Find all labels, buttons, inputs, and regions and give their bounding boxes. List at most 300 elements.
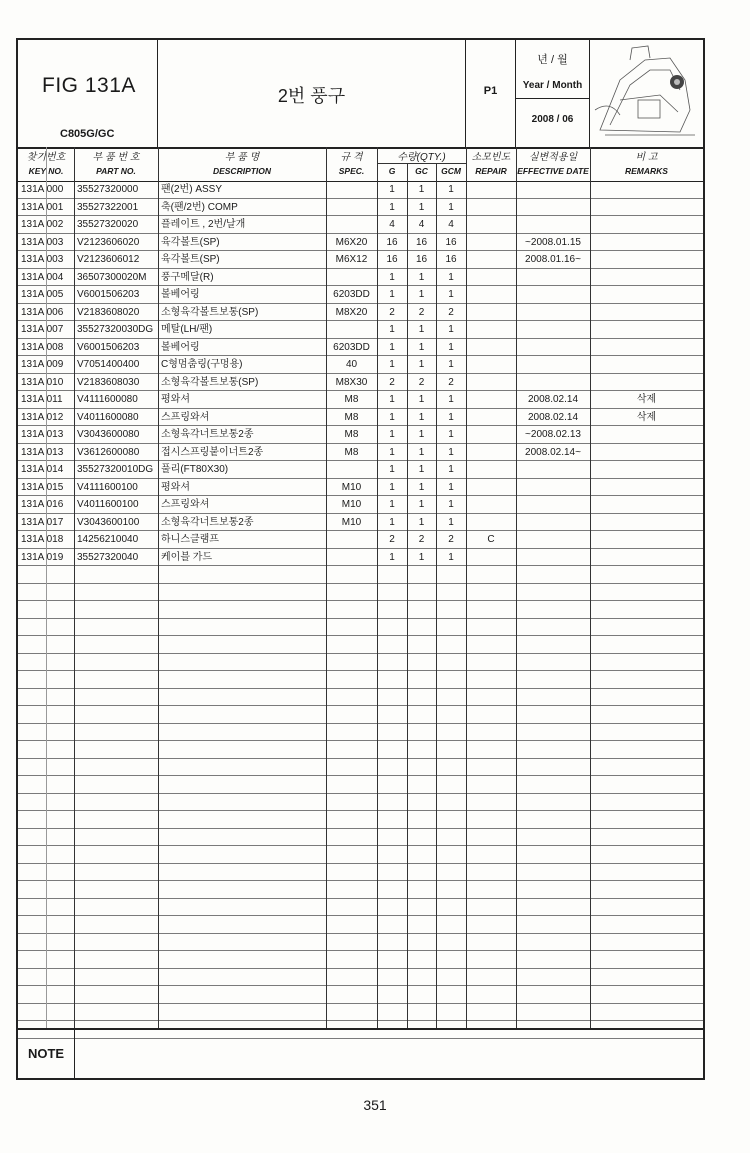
cell-part: V2123606020 <box>77 236 140 248</box>
cell-g: 16 <box>386 236 398 248</box>
cell-g: 2 <box>389 306 395 318</box>
cell-rem <box>590 339 703 356</box>
note-section <box>18 1028 703 1080</box>
cell-g: 1 <box>389 341 395 353</box>
spec-header-kor: 규 격 <box>340 152 363 163</box>
page-code-cell <box>466 40 516 147</box>
cell-repair <box>466 356 516 373</box>
cell-gc: 1 <box>418 551 425 563</box>
empty-row <box>18 846 703 864</box>
cell-desc: 소형육각너트보통2종 <box>161 516 254 528</box>
cell-g: 4 <box>389 219 395 230</box>
qty-g-header: G <box>388 166 396 176</box>
cell-desc: 메탈(LH/팬) <box>161 324 213 335</box>
cell-gc: 1 <box>418 481 425 493</box>
cell-key: 131A 013 <box>21 429 64 440</box>
cell-gc: 1 <box>418 499 425 510</box>
cell-eff <box>516 269 590 286</box>
table-row <box>18 496 703 514</box>
desc-header-kor: 부 품 명 <box>224 152 260 163</box>
cell-eff <box>516 479 590 496</box>
cell-g: 1 <box>389 516 395 528</box>
note-divider <box>74 1030 75 1080</box>
table-row <box>18 181 703 199</box>
cell-gcm: 16 <box>445 254 457 265</box>
table-row <box>18 199 703 217</box>
cell-part: V2183608030 <box>77 376 140 388</box>
empty-row <box>18 619 703 637</box>
cell-gcm: 1 <box>448 499 454 510</box>
cell-rem <box>590 199 703 216</box>
cell-g: 1 <box>389 394 395 405</box>
cell-key: 131A 016 <box>21 499 64 510</box>
cell-repair <box>466 181 516 198</box>
cell-part: V3043600100 <box>77 516 140 528</box>
spec-header-eng: SPEC. <box>338 166 365 176</box>
cell-gc: 1 <box>418 394 425 405</box>
column-line <box>466 147 467 1028</box>
cell-rem <box>590 514 703 531</box>
cell-spec <box>326 199 377 216</box>
empty-row <box>18 916 703 934</box>
table-row <box>18 339 703 357</box>
cell-repair <box>466 269 516 286</box>
cell-gcm: 1 <box>448 289 454 300</box>
empty-row <box>18 706 703 724</box>
title-cell <box>158 40 466 147</box>
cell-repair <box>466 234 516 251</box>
cell-rem: 삭제 <box>636 394 657 405</box>
cell-rem <box>590 304 703 321</box>
cell-eff <box>516 531 590 548</box>
figure-number: FIG 131A <box>42 74 136 97</box>
cell-gcm: 2 <box>448 306 454 318</box>
cell-rem <box>590 181 703 198</box>
table-row <box>18 444 703 462</box>
cell-eff <box>516 356 590 373</box>
cell-eff <box>516 374 590 391</box>
cell-gcm: 1 <box>448 429 454 440</box>
cell-eff <box>516 461 590 478</box>
eff-header-kor: 실변적용일 <box>528 152 578 163</box>
cell-spec: 40 <box>345 359 358 370</box>
cell-key: 131A 007 <box>21 324 64 335</box>
cell-part: V2183608020 <box>77 306 140 318</box>
cell-spec <box>326 461 377 478</box>
cell-eff <box>516 199 590 216</box>
cell-spec <box>326 549 377 566</box>
cell-eff <box>516 304 590 321</box>
cell-spec: M8 <box>344 411 359 423</box>
table-row <box>18 514 703 532</box>
cell-key: 131A 018 <box>21 534 64 545</box>
cell-desc: 풍구메달(R) <box>161 271 214 283</box>
cell-spec <box>326 216 377 233</box>
cell-spec: M8X20 <box>335 306 368 318</box>
table-row <box>18 374 703 392</box>
cell-key: 131A 019 <box>21 551 64 563</box>
cell-key: 131A 012 <box>21 411 64 423</box>
table-row <box>18 216 703 234</box>
cell-g: 1 <box>389 446 395 458</box>
cell-gcm: 1 <box>448 551 454 563</box>
cell-gcm: 1 <box>448 464 454 475</box>
cell-gc: 1 <box>418 446 425 458</box>
qty-divider <box>377 163 466 164</box>
cell-desc: 소형육각볼트보통(SP) <box>161 376 259 388</box>
page-number: 351 <box>363 1097 387 1113</box>
column-line <box>326 147 327 1028</box>
column-line <box>436 163 437 1028</box>
cell-spec: M8 <box>344 394 359 405</box>
cell-gcm: 1 <box>448 394 454 405</box>
cell-spec: M10 <box>341 516 362 528</box>
cell-desc: 접시스프링붙이너트2종 <box>161 446 264 458</box>
cell-spec: 6203DD <box>333 289 370 300</box>
empty-row <box>18 636 703 654</box>
cell-g: 1 <box>389 359 395 370</box>
cell-part: 35527320010DG <box>77 464 154 475</box>
cell-desc: 풀리(FT80X30) <box>161 464 229 475</box>
key-header-eng: KEY NO. <box>28 166 64 176</box>
cell-part: V3612600080 <box>77 446 140 458</box>
table-row <box>18 461 703 479</box>
cell-g: 1 <box>389 271 395 283</box>
cell-desc: 소형육각너트보통2종 <box>161 429 254 440</box>
desc-header-eng: DESCRIPTION <box>212 166 272 176</box>
cell-spec <box>326 181 377 198</box>
cell-gcm: 1 <box>448 184 454 195</box>
column-line <box>377 147 378 1028</box>
cell-gcm: 1 <box>448 324 454 335</box>
cell-eff <box>516 181 590 198</box>
cell-repair <box>466 391 516 408</box>
cell-key: 131A 010 <box>21 376 64 388</box>
cell-desc: 축(팬/2번) COMP <box>161 201 238 213</box>
cell-eff <box>516 286 590 303</box>
column-line <box>46 147 47 1028</box>
cell-spec: M6X12 <box>335 254 368 265</box>
cell-gc: 1 <box>418 184 425 195</box>
cell-gcm: 4 <box>448 219 454 230</box>
cell-gc: 1 <box>418 359 425 370</box>
issue-date: 2008 / 06 <box>531 114 574 125</box>
cell-desc: 볼베어링 <box>161 289 200 300</box>
empty-row <box>18 566 703 584</box>
empty-row <box>18 934 703 952</box>
cell-repair <box>466 514 516 531</box>
cell-rem <box>590 496 703 513</box>
divider <box>516 98 589 99</box>
cell-gc: 1 <box>418 429 425 440</box>
cell-gc: 1 <box>418 464 425 475</box>
qty-gc-header: GC <box>415 166 428 176</box>
cell-repair <box>466 479 516 496</box>
remarks-header-kor: 비 고 <box>635 152 658 163</box>
column-line <box>590 147 591 1028</box>
cell-desc: 소형육각볼트보통(SP) <box>161 306 259 318</box>
cell-gcm: 1 <box>448 359 454 370</box>
table-row <box>18 356 703 374</box>
cell-gc: 2 <box>418 376 425 388</box>
cell-key: 131A 003 <box>21 254 64 265</box>
cell-part: 35527320030DG <box>77 324 154 335</box>
cell-g: 1 <box>389 551 395 563</box>
cell-spec: 6203DD <box>333 341 370 353</box>
table-row <box>18 251 703 269</box>
table-row <box>18 269 703 287</box>
cell-gc: 2 <box>418 306 425 318</box>
column-line <box>158 147 159 1028</box>
cell-part: V4011600100 <box>77 499 139 510</box>
cell-gcm: 1 <box>448 201 454 213</box>
machine-thumbnail <box>590 40 703 145</box>
cell-spec <box>326 321 377 338</box>
cell-rem <box>590 321 703 338</box>
repair-header-eng: REPAIR <box>475 166 507 176</box>
cell-gc: 1 <box>418 289 425 300</box>
cell-part: 36507300020M <box>77 271 147 283</box>
cell-part: V6001506203 <box>77 341 140 353</box>
cell-gc: 1 <box>418 271 425 283</box>
cell-eff: 2008.02.14~ <box>525 446 581 458</box>
cell-gc: 4 <box>418 219 425 230</box>
empty-row <box>18 1004 703 1022</box>
cell-part: V4111600080 <box>77 394 138 405</box>
cell-g: 2 <box>389 534 395 545</box>
cell-part: V7051400400 <box>77 359 140 370</box>
empty-row <box>18 671 703 689</box>
table-row <box>18 391 703 409</box>
empty-row <box>18 759 703 777</box>
cell-spec: M8 <box>344 429 359 440</box>
cell-key: 131A 002 <box>21 219 64 230</box>
column-line <box>407 163 408 1028</box>
cell-desc: 스프링와셔 <box>161 499 210 510</box>
cell-desc: 육각볼트(SP) <box>161 254 220 265</box>
cell-rem <box>590 461 703 478</box>
cell-key: 131A 000 <box>21 184 64 195</box>
table-row <box>18 321 703 339</box>
cell-g: 1 <box>389 411 395 423</box>
cell-g: 1 <box>389 324 395 335</box>
cell-key: 131A 017 <box>21 516 64 528</box>
part-header-eng: PART NO. <box>96 166 136 176</box>
cell-spec: M8 <box>344 446 359 458</box>
empty-row <box>18 829 703 847</box>
cell-eff <box>516 496 590 513</box>
cell-rem <box>590 479 703 496</box>
cell-desc: 플레이트 , 2번/날개 <box>161 219 246 230</box>
cell-gcm: 1 <box>448 341 454 353</box>
cell-part: V4111600100 <box>77 481 138 493</box>
cell-key: 131A 004 <box>21 271 64 283</box>
qty-gcm-header: GCM <box>441 166 461 176</box>
header-block <box>18 40 703 149</box>
cell-gc: 1 <box>418 201 425 213</box>
page-code: P1 <box>483 85 498 97</box>
empty-row <box>18 654 703 672</box>
cell-desc: 육각볼트(SP) <box>161 236 220 248</box>
cell-gc: 2 <box>418 534 425 545</box>
cell-rem <box>590 374 703 391</box>
part-header-kor: 부 품 번 호 <box>92 152 140 163</box>
cell-g: 2 <box>389 376 395 388</box>
cell-rem <box>590 444 703 461</box>
cell-gcm: 2 <box>448 376 454 388</box>
cell-eff: 2008.02.14 <box>527 394 579 405</box>
cell-gcm: 2 <box>448 534 454 545</box>
cell-key: 131A 001 <box>21 201 64 213</box>
empty-row <box>18 776 703 794</box>
cell-repair <box>466 286 516 303</box>
cell-repair <box>466 426 516 443</box>
cell-eff <box>516 549 590 566</box>
cell-spec: M10 <box>341 481 362 493</box>
cell-desc: 팬(2번) ASSY <box>161 184 222 195</box>
cell-part: 35527320000 <box>77 184 139 195</box>
eff-header-eng: EFFECTIVE DATE <box>517 166 589 176</box>
cell-eff: ~2008.01.15 <box>525 236 581 248</box>
cell-gcm: 1 <box>448 481 454 493</box>
column-header <box>18 147 703 182</box>
repair-header-kor: 소모빈도 <box>471 152 511 163</box>
cell-repair: C <box>487 534 495 545</box>
cell-rem <box>590 356 703 373</box>
cell-repair <box>466 409 516 426</box>
cell-repair <box>466 304 516 321</box>
cell-key: 131A 009 <box>21 359 64 370</box>
table-row <box>18 479 703 497</box>
model-name: C805G/GC <box>60 128 115 140</box>
cell-g: 1 <box>389 184 395 195</box>
cell-desc: 평와셔 <box>161 481 190 493</box>
cell-part: V6001506203 <box>77 289 140 300</box>
cell-eff <box>516 321 590 338</box>
cell-rem <box>590 549 703 566</box>
table-row <box>18 304 703 322</box>
cell-spec: M8X30 <box>335 376 368 388</box>
cell-eff <box>516 339 590 356</box>
cell-g: 1 <box>389 464 395 475</box>
parts-list-sheet <box>16 38 705 1080</box>
cell-eff: ~2008.02.13 <box>525 429 581 440</box>
cell-part: 35527320040 <box>77 551 139 563</box>
cell-g: 1 <box>389 289 395 300</box>
empty-row <box>18 811 703 829</box>
page-title: 2번 풍구 <box>277 86 346 106</box>
cell-g: 1 <box>389 481 395 493</box>
cell-gc: 1 <box>418 411 425 423</box>
cell-desc: 스프링와셔 <box>161 411 210 423</box>
cell-gcm: 1 <box>448 516 454 528</box>
cell-key: 131A 005 <box>21 289 64 300</box>
cell-part: V4011600080 <box>77 411 139 423</box>
empty-row <box>18 794 703 812</box>
cell-spec <box>326 531 377 548</box>
thumbnail-cell <box>590 40 703 147</box>
figure-cell <box>18 40 158 147</box>
cell-part: V3043600080 <box>77 429 140 440</box>
column-line <box>74 147 75 1028</box>
cell-repair <box>466 496 516 513</box>
cell-g: 1 <box>389 201 395 213</box>
column-line <box>516 147 517 1028</box>
cell-repair <box>466 374 516 391</box>
empty-row <box>18 584 703 602</box>
remarks-header-eng: REMARKS <box>625 166 668 176</box>
table-row <box>18 531 703 549</box>
empty-row <box>18 864 703 882</box>
key-header-kor: 찾기번호 <box>26 152 66 163</box>
empty-row <box>18 969 703 987</box>
cell-rem <box>590 251 703 268</box>
cell-repair <box>466 199 516 216</box>
cell-eff <box>516 514 590 531</box>
cell-key: 131A 014 <box>21 464 64 475</box>
empty-row <box>18 881 703 899</box>
cell-rem <box>590 269 703 286</box>
table-row <box>18 286 703 304</box>
cell-rem: 삭제 <box>636 411 657 423</box>
cell-gc: 1 <box>418 341 425 353</box>
table-row <box>18 234 703 252</box>
cell-rem <box>590 216 703 233</box>
year-month-korean: 년 / 월 <box>537 54 568 66</box>
table-row <box>18 426 703 444</box>
cell-rem <box>590 286 703 303</box>
cell-gcm: 1 <box>448 446 454 458</box>
cell-rem <box>590 426 703 443</box>
empty-row <box>18 689 703 707</box>
qty-header: 수량(QTY.) <box>397 152 446 163</box>
cell-gc: 16 <box>415 254 428 265</box>
table-row <box>18 409 703 427</box>
cell-part: 35527322001 <box>77 201 139 213</box>
cell-spec: M6X20 <box>335 236 368 248</box>
cell-part: 14256210040 <box>77 534 139 545</box>
cell-key: 131A 013 <box>21 446 64 458</box>
cell-key: 131A 011 <box>21 394 63 405</box>
cell-gcm: 16 <box>445 236 457 248</box>
cell-repair <box>466 251 516 268</box>
note-label: NOTE <box>27 1046 65 1061</box>
cell-gc: 16 <box>415 236 428 248</box>
cell-desc: 평와셔 <box>161 394 190 405</box>
cell-desc: C형멈춤링(구멍용) <box>161 359 243 370</box>
cell-key: 131A 006 <box>21 306 64 318</box>
cell-spec <box>326 269 377 286</box>
cell-g: 1 <box>389 499 395 510</box>
empty-row <box>18 899 703 917</box>
cell-part: V2123606012 <box>77 254 140 265</box>
cell-desc: 케이블 가드 <box>161 551 213 563</box>
cell-repair <box>466 461 516 478</box>
cell-rem <box>590 531 703 548</box>
cell-rem <box>590 234 703 251</box>
cell-repair <box>466 549 516 566</box>
empty-row <box>18 986 703 1004</box>
empty-row <box>18 724 703 742</box>
cell-key: 131A 003 <box>21 236 64 248</box>
empty-row <box>18 741 703 759</box>
cell-part: 35527320020 <box>77 219 139 230</box>
cell-key: 131A 008 <box>21 341 64 353</box>
cell-eff <box>516 216 590 233</box>
empty-row <box>18 601 703 619</box>
cell-repair <box>466 339 516 356</box>
cell-gcm: 1 <box>448 411 454 423</box>
